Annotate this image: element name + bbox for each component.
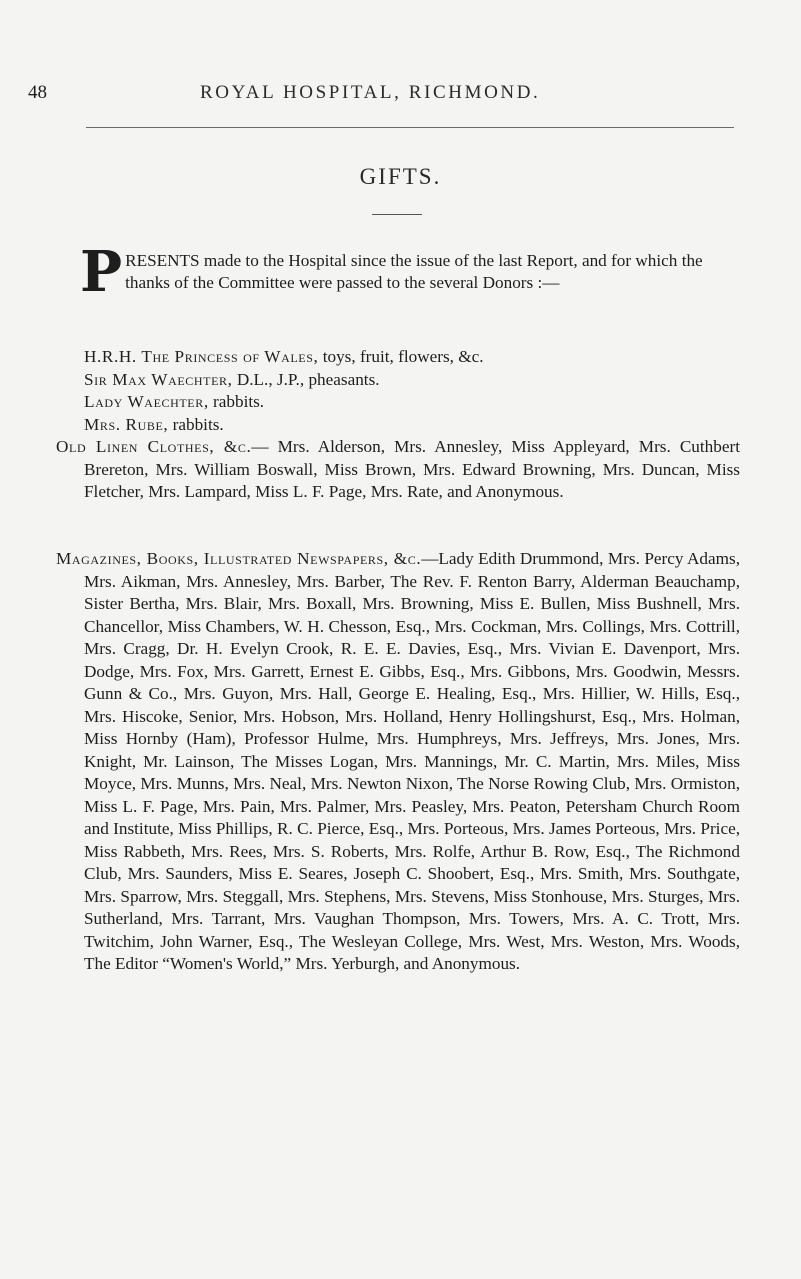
donor-entry (84, 369, 740, 392)
magazines-heading: Magazines, Books, Illustrated Newspapers, &c. (56, 549, 422, 568)
donor-entry (84, 346, 740, 369)
donor-gift: rabbits. (172, 414, 224, 434)
donor-gift: D.L., J.P., pheasants. (236, 369, 380, 389)
intro-paragraph (80, 239, 740, 305)
intro-text: RESENTS made to the Hospital since the issue of the last Report, and for which the thanks of the Committee were passed to the several Donors :— (125, 251, 703, 292)
donor-gift: rabbits. (213, 392, 265, 411)
header-rule (86, 127, 734, 128)
section-title: GIFTS. (359, 164, 442, 189)
donor-name: H.R.H. The Princess of Wales, (84, 347, 319, 366)
running-title: ROYAL HOSPITAL, RICHMOND. (200, 82, 541, 103)
magazines-donors: —Lady Edith Drummond, Mrs. Percy Adams, Mrs. Aikman, Mrs. Annesley, Mrs. Barber, The Rev. F. Renton Barry, Alderman Beauchamp, Sister Bertha, Mrs. Blair, Mrs. Boxall, Mrs. Browning, Miss E. Bullen, Miss Bushnell, Mrs. Chancellor, Miss Chambers, W. H. Chesson, Esq., Mrs. Cockman, Mrs. Collings, Mrs. Cottrill, Mrs. Cragg, Dr. H. Evelyn Crook, R. E. E. Davies, Esq., Mrs. Vivian E. Davenport, Mrs. Dodge, Mrs. Fox, Mrs. Garrett, Ernest E. Gibbs, Esq., Mrs. Gibbons, Mrs. Goodwin, Messrs. Gunn & Co., Mrs. Guyon, Mrs. Hall, George E. Healing, Esq., Mrs. Hillier, W. Hills, Esq., Mrs. Hiscoke, Senior, Mrs. Hobson, Mrs. Holland, Henry Hollingshurst, Esq., Mrs. Holman, Miss Hornby (Ham), Professor Hulme, Mrs. Humphreys, Mrs. Jeffreys, Mrs. Jones, Mrs. Knight, Mr. Lainson, The Misses Logan, Mrs. Mannings, Mr. C. Martin, Mrs. Miles, Miss Moyce, Mrs. Munns, Mrs. Neal, Mrs. Newton Nixon, The Norse Rowing Club, Mrs. Ormiston, Miss L. F. Page, Mrs. Pain, Mrs. Palmer, Mrs. Peasley, Mrs. Peaton, Petersham Church Room and Institute, Miss Phillips, R. C. Pierce, Esq., Mrs. Porteous, Mrs. James Porteous, Mrs. Price, Miss Rabbeth, Mrs. Rees, Mrs. S. Roberts, Mrs. Rolfe, Arthur B. Row, Esq., The Richmond Club, Mrs. Saunders, Miss E. Seares, Joseph C. Shoobert, Esq., Mrs. Smith, Mrs. Southgate, Mrs. Sparrow, Mrs. Steggall, Mrs. Stephens, Mrs. Stevens, Miss Stonhouse, Mrs. Sturges, Mrs. Sutherland, Mrs. Tarrant, Mrs. Vaughan Thompson, Mrs. Towers, Mrs. A. C. Trott, Mrs. Twitchim, John Warner, Esq., The Wesleyan College, Mrs. West, Mrs. Weston, Mrs. Woods, The Editor “Women's World,” Mrs. Yerburgh, and Anonymous. (84, 549, 740, 973)
donor-entry (84, 414, 740, 437)
donor-name: Lady Waechter, (84, 392, 209, 411)
magazines-paragraph (56, 548, 740, 976)
donor-list (84, 346, 740, 436)
title-rule (372, 214, 422, 215)
donor-gift: toys, fruit, flowers, &c. (322, 347, 484, 366)
donor-name: Mrs. Rube, (84, 414, 169, 434)
linen-paragraph (56, 436, 740, 504)
linen-heading: Old Linen Clothes, &c. (56, 437, 252, 456)
donor-entry (84, 391, 740, 414)
page-number: 48 (28, 82, 47, 103)
donor-name: Sir Max Waechter, (84, 369, 233, 389)
linen-section (56, 436, 740, 504)
magazines-section (56, 548, 740, 976)
linen-donors: — Mrs. Alderson, Mrs. Annesley, Miss Appleyard, Mrs. Cuthbert Brereton, Mrs. William Boswall, Miss Brown, Mrs. Edward Browning, Mrs. Duncan, Miss Fletcher, Mrs. Lampard, Miss L. F. Page, Mrs. Rate, and Anonymous. (84, 437, 740, 501)
drop-cap: P (80, 239, 123, 305)
page-header (28, 82, 773, 116)
